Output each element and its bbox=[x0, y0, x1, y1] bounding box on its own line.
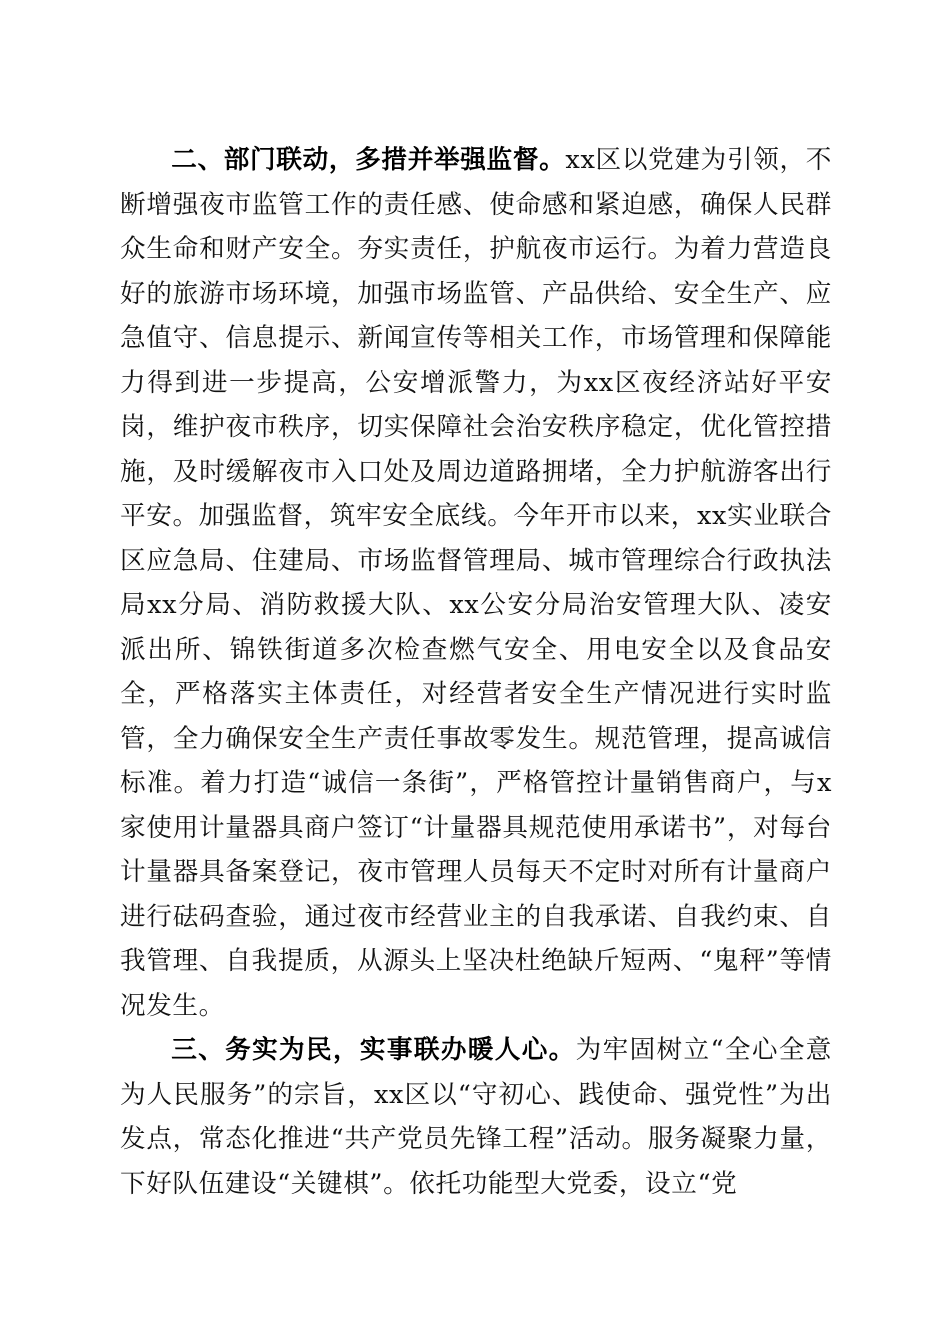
section-2-body: xx区以党建为引领，不断增强夜市监管工作的责任感、使命感和紧迫感，确保人民群众生命和财产安全。夯实责任，护航夜市运行。为着力营造良好的旅游市场环境，加强市场监管、产品供给、安全生产、应急值守、信息提示、新闻宣传等相关工作，市场管理和保障能力得到进一步提高，公安增派警力，为xx区夜经济站好平安岗，维护夜市秩序，切实保障社会治安秩序稳定，优化管控措施，及时缓解夜市入口处及周边道路拥堵，全力护航游客出行平安。加强监督，筑牢安全底线。今年开市以来，xx实业联合区应急局、住建局、市场监督管理局、城市管理综合行政执法局xx分局、消防救援大队、xx公安分局治安管理大队、凌安派出所、锦铁街道多次检查燃气安全、用电安全以及食品安全，严格落实主体责任，对经营者安全生产情况进行实时监管，全力确保安全生产责任事故零发生。规范管理，提高诚信标准。着力打造“诚信一条街”，严格管控计量销售商户，与x家使用计量器具商户签订“计量器具规范使用承诺书”，对每台计量器具备案登记，夜市管理人员每天不定时对所有计量商户进行砝码查验，通过夜市经营业主的自我承诺、自我约束、自我管理、自我提质，从源头上坚决杜绝缺斤短两、“鬼秤”等情况发生。 bbox=[120, 145, 832, 1021]
section-3-body: 为牢固树立“全心全意为人民服务”的宗旨，xx区以“守初心、践使命、强党性”为出发点，常态化推进“共产党员先锋工程”活动。服务凝聚力量，下好队伍建设“关键棋”。依托功能型大党委，设立“党 bbox=[120, 1035, 832, 1199]
paragraph-section-2 bbox=[120, 138, 832, 1028]
section-3-heading: 三、务实为民，实事联办暖人心。 bbox=[171, 1035, 576, 1065]
section-2-heading: 二、部门联动，多措并举强监督。 bbox=[171, 145, 566, 175]
document-body bbox=[120, 138, 832, 1206]
paragraph-section-3 bbox=[120, 1028, 832, 1206]
